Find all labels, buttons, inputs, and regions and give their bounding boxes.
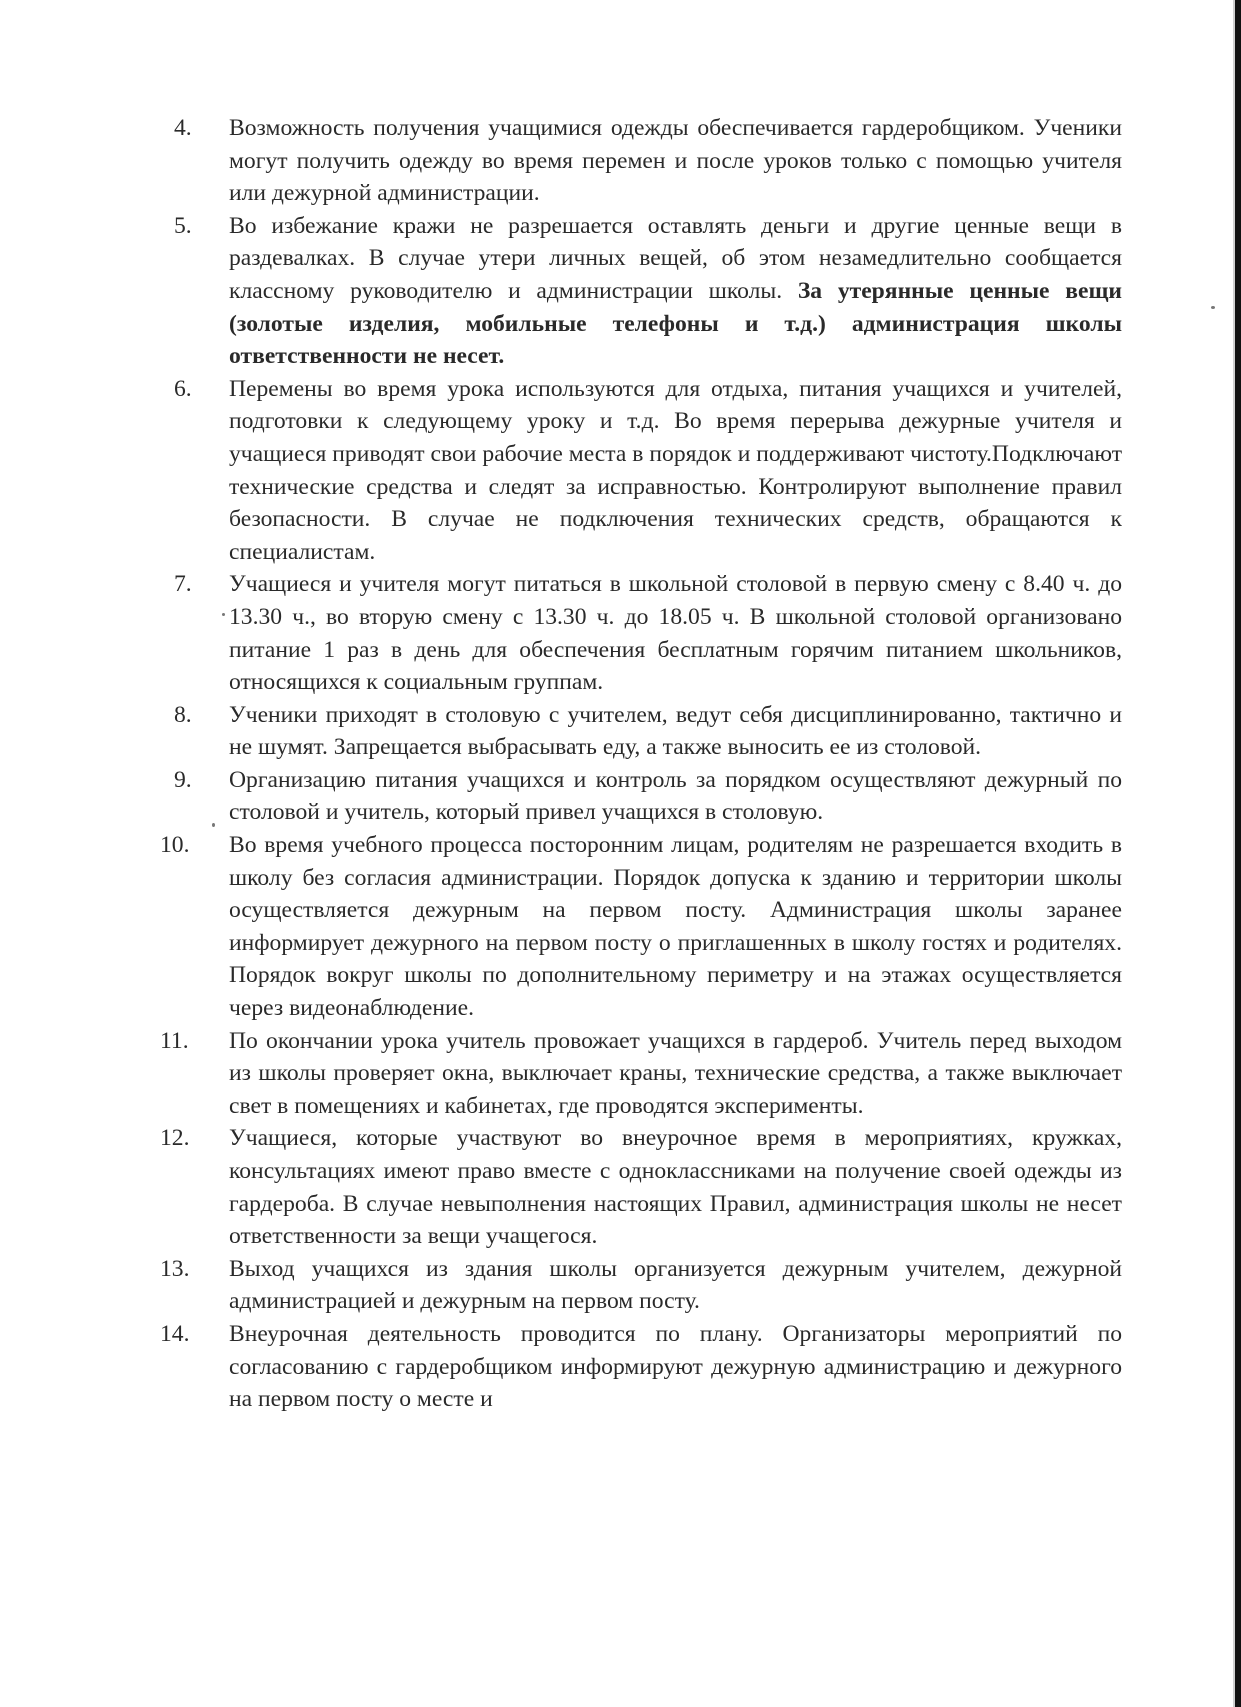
item-number: 12. xyxy=(160,1125,190,1152)
list-item xyxy=(160,1025,1122,1123)
item-text: Учащиеся, которые участвуют во внеурочное время в мероприятиях, кружках, консультациях имеют право вместе с одноклассниками на получение своей одежды из гардероба. В случае невыполнения настоящих Правил, администрация школы не несет ответственности за вещи учащегося. xyxy=(229,1125,1122,1250)
item-text: Возможность получения учащимися одежды обеспечивается гардеробщиком. Ученики могут получить одежду во время перемен и после уроков только с помощью учителя или дежурной администрации. xyxy=(229,115,1122,207)
item-text: Учащиеся и учителя могут питаться в школьной столовой в первую смену с 8.40 ч. до 13.30 ч., во вторую смену с 13.30 ч. до 18.05 ч. В школьной столовой организовано питание 1 раз в день для обеспечения бесплатным горячим питанием школьников, относящихся к социальным группам. xyxy=(229,571,1122,696)
list-item xyxy=(160,1253,1122,1318)
item-text: Во время учебного процесса посторонним лицам, родителям не разрешается входить в школу без согласия администрации. Порядок допуска к зданию и территории школы осуществляется дежурным на первом посту. Администрация школы заранее информирует дежурного на первом посту о приглашенных в школу гостях и родителях. Порядок вокруг школы по дополнительному периметру и на этажах осуществляется через видеонаблюдение. xyxy=(229,832,1122,1022)
item-number: 7. xyxy=(174,571,192,598)
list-item xyxy=(160,1318,1122,1416)
item-bold-text: За утерянные ценные вещи (золотые изделия, мобильные телефоны и т.д.) администрация школы ответственности не несет. xyxy=(229,277,1122,370)
list-item xyxy=(160,829,1122,1025)
item-number: 10. xyxy=(160,832,190,859)
item-text: Организацию питания учащихся и контроль за порядком осуществляют дежурный по столовой и учитель, который привел учащихся в столовую. xyxy=(229,766,1122,826)
item-text: Ученики приходят в столовую с учителем, ведут себя дисциплинированно, тактично и не шумят. Запрещается выбрасывать еду, а также выносить ее из столовой. xyxy=(229,701,1122,761)
list-item xyxy=(160,112,1122,210)
scan-edge xyxy=(1235,0,1241,1707)
item-text: Внеурочная деятельность проводится по плану. Организаторы мероприятий по согласованию с гардеробщиком информируют дежурную администрацию и дежурного на первом посту о месте и xyxy=(229,1320,1122,1413)
item-text: Перемены во время урока используются для отдыха, питания учащихся и учителей, подготовки к следующему уроку и т.д. Во время перерыва дежурные учителя и учащиеся приводят свои рабочие места в порядок и поддерживают чистоту.Подключают технические средства и следят за исправностью. Контролируют выполнение правил безопасности. В случае не подключения технических средств, обращаются к специалистам. xyxy=(229,375,1122,565)
document-body xyxy=(160,112,1122,1416)
item-text-container xyxy=(229,210,1122,373)
item-number: 6. xyxy=(174,375,192,402)
item-text: Во избежание кражи не разрешается оставлять деньги и другие ценные вещи в раздевалках. В случае утери личных вещей, об этом незамедлительно сообщается классному руководителю и администрации школы. xyxy=(229,212,1122,304)
scan-speck xyxy=(1211,306,1215,309)
item-number: 8. xyxy=(174,701,192,728)
item-number: 5. xyxy=(174,212,192,239)
list-item xyxy=(160,373,1122,569)
item-number: 14. xyxy=(160,1320,190,1347)
item-number: 11. xyxy=(160,1027,189,1054)
list-item xyxy=(160,1122,1122,1252)
item-number: 13. xyxy=(160,1255,190,1282)
list-item xyxy=(160,699,1122,764)
list-item xyxy=(160,210,1122,373)
item-text: Выход учащихся из здания школы организуется дежурным учителем, дежурной администрацией и дежурным на первом посту. xyxy=(229,1255,1122,1315)
item-number: 9. xyxy=(174,766,192,793)
item-text: По окончании урока учитель провожает учащихся в гардероб. Учитель перед выходом из школы проверяет окна, выключает краны, технические средства, а также выключает свет в помещениях и кабинетах, где проводятся эксперименты. xyxy=(229,1027,1122,1119)
item-number: 4. xyxy=(174,115,192,141)
list-item xyxy=(160,568,1122,698)
list-item xyxy=(160,764,1122,829)
